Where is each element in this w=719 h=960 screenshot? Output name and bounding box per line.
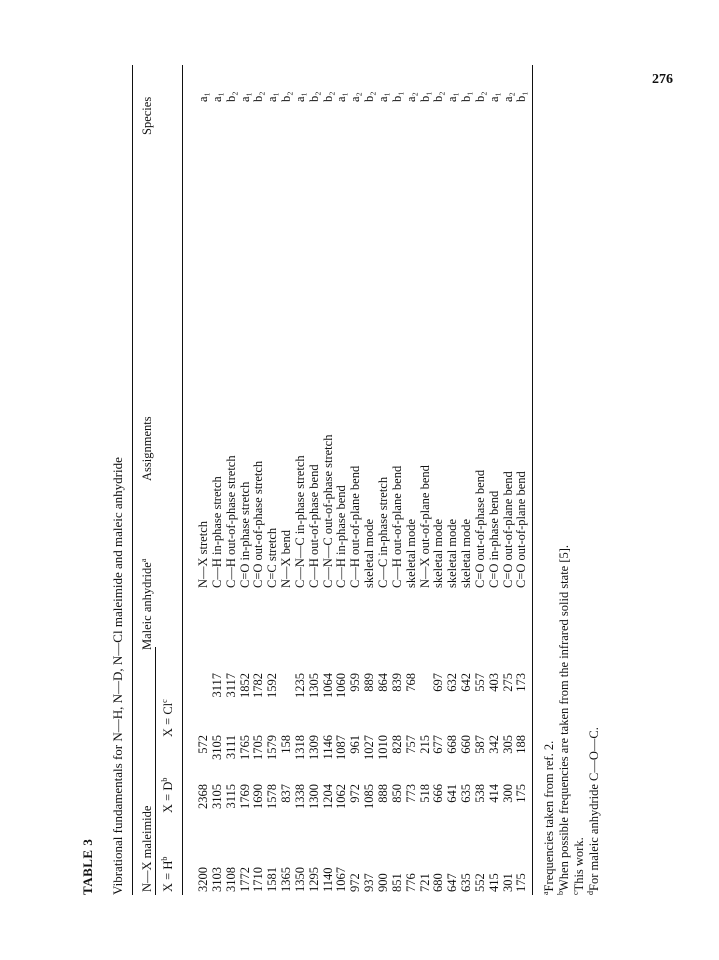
value-maleic-anhydride: 1060 <box>334 673 349 698</box>
assignment: C—H out-of-plane bend <box>389 465 404 588</box>
assignment: C—C in-phase stretch <box>375 476 390 588</box>
assignment: C=O out-of-phase stretch <box>251 460 266 588</box>
value-maleic-anhydride: 403 <box>486 673 501 692</box>
value-x-d: 300 <box>500 784 515 803</box>
value-x-cl: 3111 <box>223 735 238 760</box>
table-row <box>197 65 211 895</box>
table-row <box>252 65 266 895</box>
footnote <box>557 545 572 895</box>
value-x-cl: 757 <box>403 735 418 754</box>
assignment: C=O in-phase bend <box>486 490 501 588</box>
value-x-h: 3200 <box>196 867 210 892</box>
value-x-cl: 1087 <box>334 735 349 760</box>
value-maleic-anhydride: 839 <box>389 673 404 692</box>
table-row <box>460 65 474 895</box>
value-x-h: 680 <box>431 873 446 892</box>
value-x-d: 1300 <box>306 784 321 809</box>
species: b₁ <box>514 91 529 102</box>
value-x-d: 3105 <box>209 784 224 809</box>
table-row <box>391 65 405 895</box>
value-x-d: 666 <box>431 784 446 803</box>
assignment: C—H out-of-phase bend <box>306 464 321 588</box>
value-x-h: 635 <box>459 873 474 892</box>
assignment: C=O in-phase stretch <box>237 481 252 588</box>
header-assignments: Assignments <box>140 416 154 481</box>
species: a₂ <box>348 92 363 102</box>
value-maleic-anhydride: 959 <box>348 673 363 692</box>
value-x-cl: 572 <box>196 735 210 754</box>
value-x-h: 900 <box>375 873 390 892</box>
subheader-rule <box>155 647 156 895</box>
species: a₁ <box>486 92 501 102</box>
table-header-rule <box>182 65 183 895</box>
value-x-d: 175 <box>514 784 529 803</box>
value-x-cl: 961 <box>348 735 363 754</box>
species: b₂ <box>223 91 238 102</box>
table-row <box>322 65 336 895</box>
footnote <box>542 741 557 895</box>
value-maleic-anhydride: 642 <box>459 673 474 692</box>
header-x-d-sup: b <box>159 777 169 782</box>
value-x-h: 415 <box>486 873 501 892</box>
species: b₁ <box>417 91 432 102</box>
table-row <box>280 65 294 895</box>
value-x-d: 972 <box>348 784 363 803</box>
value-maleic-anhydride: 864 <box>375 673 390 692</box>
assignment: C=C stretch <box>265 527 280 588</box>
value-x-h: 552 <box>472 873 487 892</box>
table-row <box>239 65 253 895</box>
species: a₁ <box>265 92 280 102</box>
value-x-h: 776 <box>403 873 418 892</box>
value-maleic-anhydride: 3117 <box>209 673 224 698</box>
table-row <box>363 65 377 895</box>
header-species: Species <box>140 96 154 135</box>
footnote-mark: a <box>540 891 550 895</box>
value-x-h: 1772 <box>237 867 252 892</box>
value-x-d: 1085 <box>362 784 377 809</box>
value-x-cl: 677 <box>431 735 446 754</box>
header-maleic-anhydride <box>140 559 155 650</box>
assignment: C—H out-of-phase stretch <box>223 455 238 588</box>
value-maleic-anhydride: 697 <box>431 673 446 692</box>
value-x-cl: 828 <box>389 735 404 754</box>
value-x-d: 1204 <box>320 784 335 809</box>
table-body <box>197 65 529 895</box>
assignment: C—H in-phase stretch <box>209 476 224 588</box>
table-row <box>446 65 460 895</box>
assignment: N—X stretch <box>196 521 210 588</box>
value-maleic-anhydride: 1782 <box>251 673 266 698</box>
value-x-cl: 1318 <box>292 735 307 760</box>
value-x-cl: 1309 <box>306 735 321 760</box>
value-x-d: 3115 <box>223 784 238 809</box>
value-x-cl: 660 <box>459 735 474 754</box>
assignment: skeletal mode <box>403 518 418 588</box>
value-x-cl: 1027 <box>362 735 377 760</box>
footnote-text: This work. <box>572 837 586 892</box>
value-x-d: 1769 <box>237 784 252 809</box>
value-x-h: 647 <box>445 873 460 892</box>
assignment: skeletal mode <box>445 518 460 588</box>
value-x-d: 1690 <box>251 784 266 809</box>
assignment: C=O out-of-plane bend <box>514 471 529 588</box>
table-row <box>488 65 502 895</box>
value-x-cl: 1146 <box>320 735 335 760</box>
value-x-h: 1710 <box>251 867 266 892</box>
assignment: N—X out-of-plane bend <box>417 465 432 588</box>
species: b₂ <box>279 91 294 102</box>
value-x-d: 414 <box>486 784 501 803</box>
assignment: skeletal mode <box>362 518 377 588</box>
value-maleic-anhydride: 173 <box>514 673 529 692</box>
species: b₂ <box>431 91 446 102</box>
species: b₂ <box>251 91 266 102</box>
species: a₁ <box>334 92 349 102</box>
value-maleic-anhydride: 557 <box>472 673 487 692</box>
assignment: C=O out-of-plane bend <box>500 471 515 588</box>
assignment: C—N—C out-of-phase stretch <box>320 434 335 588</box>
species: b₂ <box>320 91 335 102</box>
footnote-mark: b <box>555 891 565 895</box>
species: a₂ <box>403 92 418 102</box>
header-x-h <box>161 857 176 892</box>
value-x-cl: 668 <box>445 735 460 754</box>
value-x-h: 1295 <box>306 867 321 892</box>
header-x-d-text: X = D <box>161 781 175 813</box>
value-x-h: 3108 <box>223 867 238 892</box>
header-ma-sup: a <box>138 558 148 563</box>
header-x-h-sup: b <box>159 856 169 861</box>
value-x-cl: 1579 <box>265 735 280 760</box>
table-bottom-rule <box>532 65 533 895</box>
header-x-h-text: X = H <box>161 860 175 892</box>
species: b₁ <box>389 91 404 102</box>
assignment: C—N—C in-phase stretch <box>292 455 307 588</box>
table-row <box>405 65 419 895</box>
value-x-h: 1581 <box>265 867 280 892</box>
rotated-table-page <box>80 65 692 895</box>
value-x-h: 937 <box>362 873 377 892</box>
value-x-d: 538 <box>472 784 487 803</box>
value-x-d: 888 <box>375 784 390 803</box>
value-maleic-anhydride: 3117 <box>223 673 238 698</box>
species: b₂ <box>472 91 487 102</box>
value-x-d: 518 <box>417 784 432 803</box>
value-x-h: 3103 <box>209 867 224 892</box>
footnote <box>587 727 602 895</box>
value-maleic-anhydride: 1064 <box>320 673 335 698</box>
header-nx-maleimide: N—X maleimide <box>140 805 154 892</box>
value-x-cl: 1010 <box>375 735 390 760</box>
species: b₁ <box>459 91 474 102</box>
table-row <box>419 65 433 895</box>
assignment: N—X bend <box>279 530 294 588</box>
header-ma-text: Maleic anhydride <box>140 562 154 650</box>
table-row <box>308 65 322 895</box>
value-maleic-anhydride: 632 <box>445 673 460 692</box>
value-x-d: 641 <box>445 784 460 803</box>
table-row <box>294 65 308 895</box>
value-maleic-anhydride: 889 <box>362 673 377 692</box>
footnote-mark: d <box>585 891 595 895</box>
value-x-d: 773 <box>403 784 418 803</box>
value-x-d: 2368 <box>196 784 210 809</box>
value-x-cl: 1705 <box>251 735 266 760</box>
value-x-cl: 342 <box>486 735 501 754</box>
table-row <box>432 65 446 895</box>
value-x-h: 1140 <box>320 867 335 892</box>
species: a₁ <box>375 92 390 102</box>
value-x-d: 1062 <box>334 784 349 809</box>
value-x-d: 1578 <box>265 784 280 809</box>
header-x-cl-text: X = Cl <box>161 702 175 737</box>
value-x-d: 635 <box>459 784 474 803</box>
species: a₁ <box>445 92 460 102</box>
footnote-text: Frequencies taken from ref. 2. <box>542 740 556 892</box>
value-maleic-anhydride: 1235 <box>292 673 307 698</box>
value-x-h: 1365 <box>279 867 294 892</box>
value-x-cl: 587 <box>472 735 487 754</box>
header-x-cl <box>161 699 176 737</box>
table-label: TABLE 3 <box>80 838 95 895</box>
value-x-h: 851 <box>389 873 404 892</box>
value-x-cl: 215 <box>417 735 432 754</box>
footnote <box>572 837 587 895</box>
header-x-d <box>161 778 176 813</box>
species: a₁ <box>292 92 307 102</box>
page-number: 276 <box>652 72 673 87</box>
table-row <box>335 65 349 895</box>
value-maleic-anhydride: 1305 <box>306 673 321 698</box>
value-x-h: 175 <box>514 873 529 892</box>
footnote-text: When possible frequencies are taken from the infrared solid state [5]. <box>557 544 571 891</box>
species: a₂ <box>500 92 515 102</box>
table-row <box>225 65 239 895</box>
table-row <box>349 65 363 895</box>
table-row <box>474 65 488 895</box>
value-x-d: 1338 <box>292 784 307 809</box>
species: b₂ <box>306 91 321 102</box>
value-maleic-anhydride: 275 <box>500 673 515 692</box>
table-top-rule <box>132 65 133 895</box>
assignment: C=O out-of-phase bend <box>472 469 487 588</box>
species: a₁ <box>196 92 210 102</box>
header-x-cl-sup: c <box>159 699 169 703</box>
value-x-cl: 158 <box>279 735 294 754</box>
table-row <box>515 65 529 895</box>
assignment: C—H in-phase bend <box>334 485 349 588</box>
value-x-d: 837 <box>279 784 294 803</box>
table-row <box>266 65 280 895</box>
value-x-h: 721 <box>417 873 432 892</box>
assignment: C—H out-of-plane bend <box>348 465 363 588</box>
footnote-text: For maleic anhydride C—O—C. <box>587 727 601 891</box>
value-x-cl: 3105 <box>209 735 224 760</box>
assignment: skeletal mode <box>431 518 446 588</box>
value-x-cl: 305 <box>500 735 515 754</box>
value-x-h: 972 <box>348 873 363 892</box>
value-x-h: 1067 <box>334 867 349 892</box>
value-maleic-anhydride: 768 <box>403 673 418 692</box>
species: a₁ <box>237 92 252 102</box>
footnote-mark: c <box>570 891 580 895</box>
value-maleic-anhydride: 1852 <box>237 673 252 698</box>
assignment: skeletal mode <box>459 518 474 588</box>
table-caption: Vibrational fundamentals for N—H, N—D, N—Cl maleimide and maleic anhydride <box>110 457 125 895</box>
species: b₂ <box>362 91 377 102</box>
value-x-h: 1350 <box>292 867 307 892</box>
value-x-d: 850 <box>389 784 404 803</box>
table-row <box>377 65 391 895</box>
table-row <box>502 65 516 895</box>
species: a₁ <box>209 92 224 102</box>
table-row <box>211 65 225 895</box>
value-x-cl: 1765 <box>237 735 252 760</box>
value-x-cl: 188 <box>514 735 529 754</box>
value-x-h: 301 <box>500 873 515 892</box>
value-maleic-anhydride: 1592 <box>265 673 280 698</box>
